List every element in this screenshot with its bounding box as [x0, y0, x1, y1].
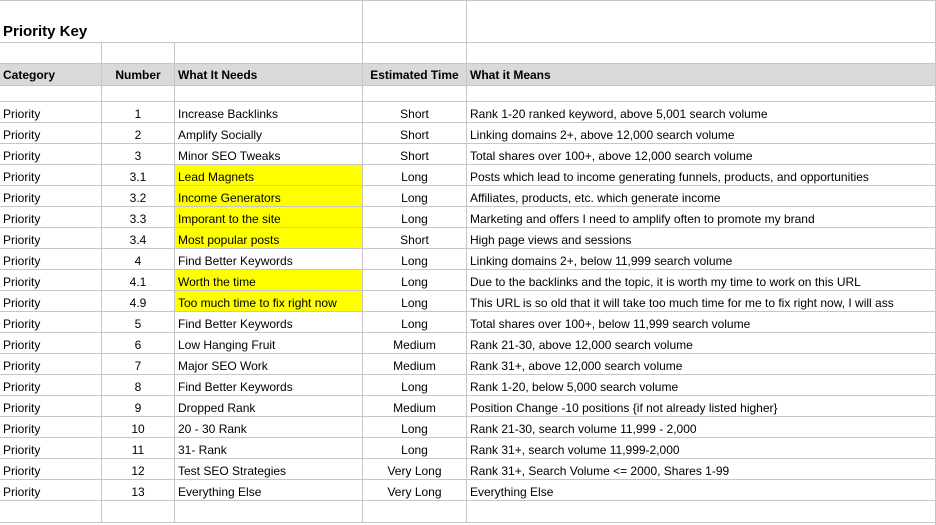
- what-it-needs-cell[interactable]: Too much time to fix right now: [175, 291, 363, 312]
- estimated-time-cell[interactable]: Long: [363, 438, 467, 459]
- blank-row: [0, 86, 936, 102]
- what-it-needs-cell[interactable]: Major SEO Work: [175, 354, 363, 375]
- what-it-needs-cell[interactable]: Increase Backlinks: [175, 102, 363, 123]
- estimated-time-cell[interactable]: Long: [363, 375, 467, 396]
- number-cell[interactable]: 4: [102, 249, 175, 270]
- estimated-time-cell[interactable]: Short: [363, 102, 467, 123]
- category-cell[interactable]: Priority: [0, 123, 102, 144]
- category-cell[interactable]: Priority: [0, 438, 102, 459]
- estimated-time-cell[interactable]: Long: [363, 249, 467, 270]
- category-cell[interactable]: Priority: [0, 249, 102, 270]
- what-it-needs-cell[interactable]: Low Hanging Fruit: [175, 333, 363, 354]
- number-cell[interactable]: 3.4: [102, 228, 175, 249]
- category-cell[interactable]: Priority: [0, 312, 102, 333]
- empty-cell[interactable]: [467, 501, 936, 523]
- estimated-time-cell[interactable]: Medium: [363, 333, 467, 354]
- number-cell[interactable]: 3: [102, 144, 175, 165]
- what-it-needs-cell[interactable]: Minor SEO Tweaks: [175, 144, 363, 165]
- category-cell[interactable]: Priority: [0, 459, 102, 480]
- what-it-means-cell[interactable]: Linking domains 2+, below 11,999 search volume: [467, 249, 936, 270]
- empty-cell[interactable]: [363, 501, 467, 523]
- header-what-it-means[interactable]: What it Means: [467, 64, 936, 86]
- what-it-needs-cell[interactable]: Most popular posts: [175, 228, 363, 249]
- what-it-means-cell[interactable]: This URL is so old that it will take too much time for me to fix right now, I will ass: [467, 291, 936, 312]
- empty-cell[interactable]: [363, 43, 467, 64]
- empty-cell[interactable]: [467, 86, 936, 102]
- what-it-means-cell[interactable]: Marketing and offers I need to amplify often to promote my brand: [467, 207, 936, 228]
- category-cell[interactable]: Priority: [0, 354, 102, 375]
- what-it-means-cell[interactable]: Position Change -10 positions {if not already listed higher}: [467, 396, 936, 417]
- number-cell[interactable]: 3.1: [102, 165, 175, 186]
- what-it-means-cell[interactable]: Posts which lead to income generating funnels, products, and opportunities: [467, 165, 936, 186]
- title-cell[interactable]: [0, 0, 363, 43]
- estimated-time-cell[interactable]: Very Long: [363, 459, 467, 480]
- what-it-needs-cell[interactable]: Test SEO Strategies: [175, 459, 363, 480]
- category-cell[interactable]: Priority: [0, 270, 102, 291]
- estimated-time-cell[interactable]: Short: [363, 123, 467, 144]
- header-what-it-needs[interactable]: What It Needs: [175, 64, 363, 86]
- what-it-means-cell[interactable]: Everything Else: [467, 480, 936, 501]
- what-it-means-cell[interactable]: Rank 31+, search volume 11,999-2,000: [467, 438, 936, 459]
- table-row: [0, 480, 936, 501]
- what-it-means-cell[interactable]: Rank 1-20, below 5,000 search volume: [467, 375, 936, 396]
- category-cell[interactable]: Priority: [0, 333, 102, 354]
- what-it-needs-cell[interactable]: Dropped Rank: [175, 396, 363, 417]
- estimated-time-cell[interactable]: Long: [363, 291, 467, 312]
- empty-cell[interactable]: [175, 43, 363, 64]
- empty-cell[interactable]: [467, 43, 936, 64]
- what-it-means-cell[interactable]: High page views and sessions: [467, 228, 936, 249]
- empty-cell[interactable]: [363, 86, 467, 102]
- what-it-means-cell[interactable]: Linking domains 2+, above 12,000 search volume: [467, 123, 936, 144]
- number-cell[interactable]: 8: [102, 375, 175, 396]
- table-row: [0, 102, 936, 123]
- what-it-means-cell[interactable]: Due to the backlinks and the topic, it is worth my time to work on this URL: [467, 270, 936, 291]
- category-cell[interactable]: Priority: [0, 102, 102, 123]
- what-it-needs-cell[interactable]: Find Better Keywords: [175, 249, 363, 270]
- number-cell[interactable]: 9: [102, 396, 175, 417]
- category-cell[interactable]: Priority: [0, 480, 102, 501]
- table-row: [0, 417, 936, 438]
- what-it-needs-cell[interactable]: Amplify Socially: [175, 123, 363, 144]
- header-estimated-time[interactable]: Estimated Time: [363, 64, 467, 86]
- number-cell[interactable]: 4.9: [102, 291, 175, 312]
- number-cell[interactable]: 6: [102, 333, 175, 354]
- estimated-time-cell[interactable]: Long: [363, 186, 467, 207]
- empty-cell[interactable]: [0, 501, 102, 523]
- table-row: [0, 144, 936, 165]
- empty-cell[interactable]: [175, 501, 363, 523]
- empty-cell[interactable]: [175, 86, 363, 102]
- estimated-time-cell[interactable]: Short: [363, 144, 467, 165]
- empty-cell[interactable]: [102, 501, 175, 523]
- empty-cell[interactable]: [0, 86, 102, 102]
- table-row: [0, 270, 936, 291]
- table-row: [0, 291, 936, 312]
- what-it-means-cell[interactable]: Rank 1-20 ranked keyword, above 5,001 search volume: [467, 102, 936, 123]
- number-cell[interactable]: 3.2: [102, 186, 175, 207]
- table-row: [0, 186, 936, 207]
- estimated-time-cell[interactable]: Medium: [363, 396, 467, 417]
- empty-cell[interactable]: [102, 43, 175, 64]
- table-row: [0, 333, 936, 354]
- blank-row: [0, 501, 936, 523]
- page-title: Priority Key: [3, 23, 88, 40]
- estimated-time-cell[interactable]: Medium: [363, 354, 467, 375]
- number-cell[interactable]: 1: [102, 102, 175, 123]
- empty-cell[interactable]: [467, 0, 936, 43]
- what-it-means-cell[interactable]: Total shares over 100+, above 12,000 search volume: [467, 144, 936, 165]
- estimated-time-cell[interactable]: Long: [363, 165, 467, 186]
- table-row: [0, 249, 936, 270]
- title-row: [0, 0, 936, 43]
- category-cell[interactable]: Priority: [0, 165, 102, 186]
- number-cell[interactable]: 2: [102, 123, 175, 144]
- table-row: [0, 165, 936, 186]
- category-cell[interactable]: Priority: [0, 207, 102, 228]
- number-cell[interactable]: 12: [102, 459, 175, 480]
- what-it-means-cell[interactable]: Total shares over 100+, below 11,999 search volume: [467, 312, 936, 333]
- what-it-needs-cell[interactable]: Lead Magnets: [175, 165, 363, 186]
- what-it-means-cell[interactable]: Affiliates, products, etc. which generate income: [467, 186, 936, 207]
- number-cell[interactable]: 5: [102, 312, 175, 333]
- empty-cell[interactable]: [363, 0, 467, 43]
- category-cell[interactable]: Priority: [0, 144, 102, 165]
- estimated-time-cell[interactable]: Long: [363, 270, 467, 291]
- table-row: [0, 123, 936, 144]
- what-it-needs-cell[interactable]: 31- Rank: [175, 438, 363, 459]
- category-cell[interactable]: Priority: [0, 375, 102, 396]
- table-row: [0, 354, 936, 375]
- what-it-means-cell[interactable]: Rank 31+, above 12,000 search volume: [467, 354, 936, 375]
- category-cell[interactable]: Priority: [0, 396, 102, 417]
- what-it-needs-cell[interactable]: Income Generators: [175, 186, 363, 207]
- header-category[interactable]: Category: [0, 64, 102, 86]
- what-it-needs-cell[interactable]: Find Better Keywords: [175, 375, 363, 396]
- number-cell[interactable]: 3.3: [102, 207, 175, 228]
- table-row: [0, 312, 936, 333]
- what-it-needs-cell[interactable]: 20 - 30 Rank: [175, 417, 363, 438]
- estimated-time-cell[interactable]: Short: [363, 228, 467, 249]
- category-cell[interactable]: Priority: [0, 186, 102, 207]
- what-it-needs-cell[interactable]: Find Better Keywords: [175, 312, 363, 333]
- empty-cell[interactable]: [102, 86, 175, 102]
- what-it-means-cell[interactable]: Rank 21-30, above 12,000 search volume: [467, 333, 936, 354]
- category-cell[interactable]: Priority: [0, 291, 102, 312]
- table-row: [0, 207, 936, 228]
- estimated-time-cell[interactable]: Long: [363, 207, 467, 228]
- empty-cell[interactable]: [0, 43, 102, 64]
- table-row: [0, 438, 936, 459]
- estimated-time-cell[interactable]: Long: [363, 312, 467, 333]
- number-cell[interactable]: 10: [102, 417, 175, 438]
- number-cell[interactable]: 4.1: [102, 270, 175, 291]
- category-cell[interactable]: Priority: [0, 417, 102, 438]
- number-cell[interactable]: 11: [102, 438, 175, 459]
- table-row: [0, 375, 936, 396]
- estimated-time-cell[interactable]: Very Long: [363, 480, 467, 501]
- what-it-means-cell[interactable]: Rank 31+, Search Volume <= 2000, Shares 1-99: [467, 459, 936, 480]
- number-cell[interactable]: 13: [102, 480, 175, 501]
- table-row: [0, 228, 936, 249]
- blank-row: [0, 43, 936, 64]
- what-it-needs-cell[interactable]: Imporant to the site: [175, 207, 363, 228]
- header-row: [0, 64, 936, 86]
- number-cell[interactable]: 7: [102, 354, 175, 375]
- what-it-means-cell[interactable]: Rank 21-30, search volume 11,999 - 2,000: [467, 417, 936, 438]
- estimated-time-cell[interactable]: Long: [363, 417, 467, 438]
- table-row: [0, 396, 936, 417]
- what-it-needs-cell[interactable]: Worth the time: [175, 270, 363, 291]
- category-cell[interactable]: Priority: [0, 228, 102, 249]
- what-it-needs-cell[interactable]: Everything Else: [175, 480, 363, 501]
- header-number[interactable]: Number: [102, 64, 175, 86]
- table-row: [0, 459, 936, 480]
